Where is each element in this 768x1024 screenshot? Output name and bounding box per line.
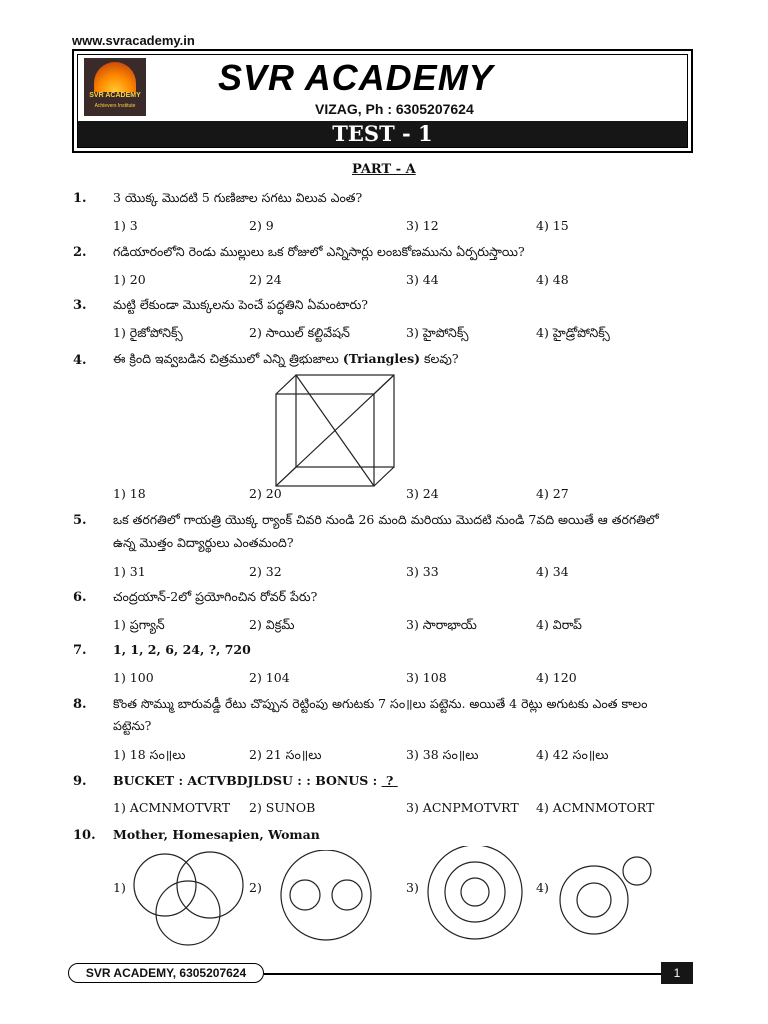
question-number: 5. (73, 513, 87, 528)
question-text-bold: (Triangles) (342, 351, 421, 366)
footer-rule (264, 973, 661, 975)
option-2: 2) 9 (249, 218, 274, 233)
venn-diagram-option-1 (130, 843, 254, 949)
option-2: 2) సాయిల్ కల్టివేషన్ (249, 325, 350, 340)
part-title: PART - A (352, 162, 416, 177)
academy-logo (84, 58, 146, 116)
option-3: 3) 33 (406, 564, 439, 579)
option-4: 4) హైడ్రోపోనిక్స్ (536, 325, 610, 340)
answer-blank-mark: ? (385, 773, 394, 788)
option-4: 4) 48 (536, 272, 569, 287)
option-1: 1) 18 సం॥లు (113, 747, 186, 762)
option-2: 2) 32 (249, 564, 282, 579)
footer-academy-label: SVR ACADEMY, 6305207624 (68, 963, 264, 983)
venn-circle (281, 850, 371, 940)
option-1: 1) 20 (113, 272, 146, 287)
option-4: 4) 120 (536, 670, 577, 685)
question-text (113, 769, 698, 793)
option-3: 3) హైపోనిక్స్ (406, 325, 469, 340)
question-text-line1: కొంత సొమ్ము బారువడ్డీ రేటు చొప్పున రెట్టింపు అగుటకు 7 సం॥లు పట్టెను. అయితే 4 రెట్లు అగుటకు ఎంత కాలం (113, 696, 648, 711)
option-2: 2) విక్రమ్ (249, 617, 295, 632)
venn-circle (134, 854, 196, 916)
venn-circle (577, 883, 611, 917)
question-text: 1, 1, 2, 6, 24, ?, 720 (113, 642, 251, 657)
venn-circle (332, 880, 362, 910)
option-1: 1) 31 (113, 564, 146, 579)
option-2: 2) 24 (249, 272, 282, 287)
triangles-figure (272, 372, 398, 490)
venn-diagram-option-2 (274, 850, 378, 944)
option-3: 3) (406, 880, 419, 895)
question-number: 9. (73, 774, 87, 789)
header-inner (77, 54, 688, 148)
option-1: 1) (113, 880, 126, 895)
question-number: 4. (73, 353, 87, 368)
option-4: 4) 42 సం॥లు (536, 747, 609, 762)
option-4: 4) విరాప్ (536, 617, 582, 632)
contact-line: VIZAG, Ph : 6305207624 (315, 101, 474, 117)
option-4: 4) 15 (536, 218, 569, 233)
venn-diagram-option-3 (424, 846, 526, 946)
question-text: Mother, Homesapien, Woman (113, 827, 320, 842)
question-text: మట్టి లేకుండా మొక్కలను పెంచే పద్ధతిని ఏమంటారు? (113, 297, 368, 312)
question-number: 3. (73, 298, 87, 313)
brand-title: SVR ACADEMY (218, 57, 494, 98)
logo-subtext: Achievers Institute (94, 103, 136, 109)
option-2: 2) 20 (249, 486, 282, 501)
option-1: 1) ప్రగ్యాన్ (113, 617, 165, 632)
question-text-part: ఈ క్రింది ఇవ్వబడిన చిత్రములో ఎన్ని త్రిభుజాలు (113, 351, 343, 366)
option-3: 3) సారాభాయ్ (406, 617, 477, 632)
option-2: 2) 21 సం॥లు (249, 747, 322, 762)
venn-diagram-option-4 (556, 854, 656, 944)
option-3: 3) 24 (406, 486, 439, 501)
venn-circle (623, 857, 651, 885)
question-text: చంద్రయాన్-2లో ప్రయోగించిన రోవర్ పేరు? (113, 589, 318, 604)
question-text-line2: పట్టెను? (113, 718, 152, 733)
question-text-part: కలవు? (420, 351, 459, 366)
logo-sun-graphic (94, 62, 136, 92)
option-4: 4) 27 (536, 486, 569, 501)
option-4: 4) (536, 880, 549, 895)
option-4: 4) ACMNMOTORT (536, 800, 655, 815)
question-text (113, 347, 698, 371)
option-2: 2) 104 (249, 670, 290, 685)
logo-text: SVR ACADEMY (89, 92, 141, 99)
option-3: 3) 38 సం॥లు (406, 747, 479, 762)
venn-circle (290, 880, 320, 910)
question-text-line2: ఉన్న మొత్తం విద్యార్థులు ఎంతమంది? (113, 535, 294, 550)
option-3: 3) 44 (406, 272, 439, 287)
question-number: 2. (73, 245, 87, 260)
question-text-line1: ఒక తరగతిలో గాయత్రి యొక్క ర్యాంక్ చివరి నుండి 26 మంది మరియు మొదటి నుండి 7వది అయితే ఆ తరగతిలో (113, 512, 659, 527)
option-3: 3) 108 (406, 670, 447, 685)
question-number: 6. (73, 590, 87, 605)
venn-circle (428, 846, 522, 939)
figure-diagonal (276, 375, 394, 486)
figure-edge (374, 467, 394, 486)
venn-circle (560, 866, 628, 934)
option-1: 1) 18 (113, 486, 146, 501)
header-box (72, 49, 693, 153)
question-number: 8. (73, 697, 87, 712)
answer-blank (382, 773, 398, 788)
question-number: 1. (73, 191, 87, 206)
website-url: www.svracademy.in (72, 33, 195, 48)
test-title: TEST - 1 (78, 121, 687, 147)
option-3: 3) 12 (406, 218, 439, 233)
option-3: 3) ACNPMOTVRT (406, 800, 519, 815)
option-1: 1) ACMNMOTVRT (113, 800, 231, 815)
question-number: 10. (73, 828, 96, 843)
page-number: 1 (661, 962, 693, 984)
venn-circle (461, 878, 489, 906)
figure-edge (276, 375, 296, 394)
option-1: 1) 100 (113, 670, 154, 685)
venn-circle (177, 852, 243, 918)
question-text: 3 యొక్క మొదటి 5 గుణిజాల సగటు విలువ ఎంత? (113, 190, 363, 205)
venn-circle (156, 881, 220, 945)
option-2: 2) (249, 880, 262, 895)
option-1: 1) 3 (113, 218, 138, 233)
question-number: 7. (73, 643, 87, 658)
venn-circle (445, 862, 505, 922)
question-text-prefix: BUCKET : ACTVBDJLDSU : : BONUS : (113, 773, 382, 788)
option-2: 2) SUNOB (249, 800, 316, 815)
option-4: 4) 34 (536, 564, 569, 579)
option-1: 1) రైజోపోనిక్స్ (113, 325, 183, 340)
question-text: గడియారంలోని రెండు ముల్లులు ఒక రోజులో ఎన్నిసార్లు లంబకోణమును ఏర్పరుస్తాయి? (113, 244, 525, 259)
